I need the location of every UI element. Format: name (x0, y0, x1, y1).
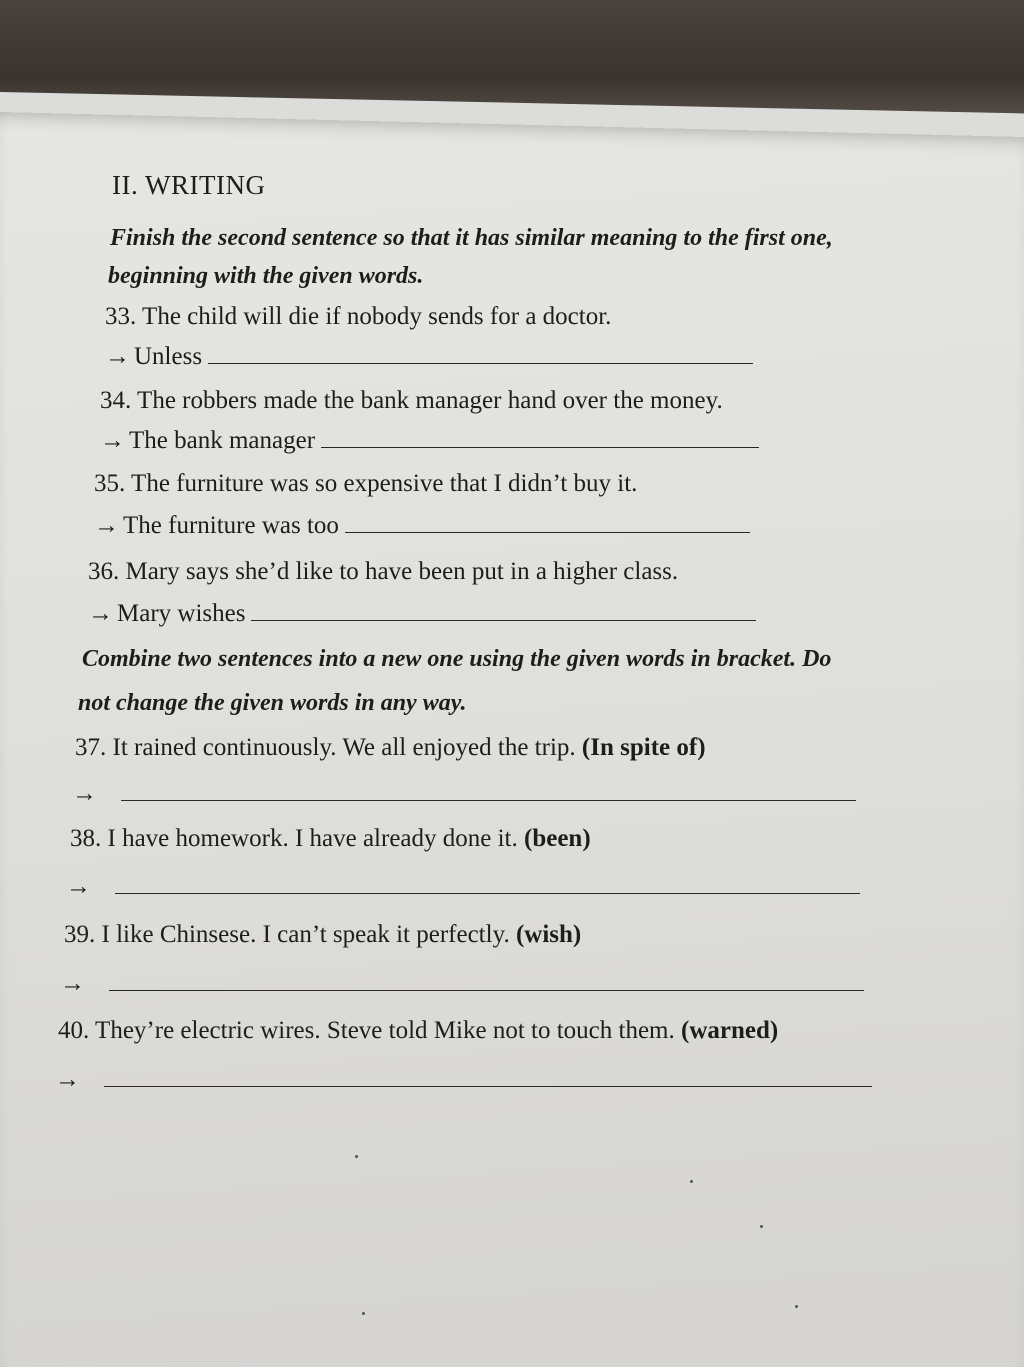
instruction-2-line-1: Combine two sentences into a new one using the given words in bracket. Do (82, 646, 832, 672)
question-37-answer-blank[interactable] (121, 780, 856, 801)
question-38-answer-blank[interactable] (115, 873, 860, 894)
arrow-icon: → (55, 1066, 80, 1093)
question-39-answer-line (60, 970, 864, 998)
question-37-prompt (75, 734, 706, 762)
question-34-answer-blank[interactable] (321, 427, 759, 448)
question-35-answer-line (94, 512, 750, 540)
arrow-icon: → (60, 970, 85, 997)
question-36-cue: Mary wishes (117, 600, 246, 627)
question-36-prompt: 36. Mary says she’d like to have been put in a higher class. (88, 558, 679, 585)
section-title: II. WRITING (112, 170, 266, 200)
instruction-1-line-1: Finish the second sentence so that it has similar meaning to the first one, (110, 225, 833, 251)
arrow-icon: → (88, 600, 113, 627)
question-38-prompt (70, 825, 591, 853)
question-38-text: 38. I have homework. I have already done it. (70, 825, 518, 852)
question-38-given-words: (been) (524, 825, 591, 852)
arrow-icon: → (66, 873, 91, 900)
question-33-answer-line (105, 343, 753, 371)
question-33-cue: Unless (134, 343, 203, 370)
paper-speck (795, 1305, 798, 1308)
paper-speck (362, 1312, 365, 1315)
question-35-prompt: 35. The furniture was so expensive that I didn’t buy it. (94, 470, 638, 497)
question-35-answer-blank[interactable] (345, 512, 750, 533)
arrow-icon: → (94, 512, 119, 539)
question-34-answer-line (100, 427, 759, 455)
question-40-answer-blank[interactable] (104, 1066, 872, 1087)
question-40-answer-line (55, 1066, 872, 1094)
question-39-prompt (64, 921, 581, 949)
question-39-given-words: (wish) (515, 921, 582, 948)
question-38-answer-line (66, 873, 860, 901)
question-37-given-words: (In spite of) (581, 734, 706, 761)
question-36-answer-blank[interactable] (251, 600, 756, 621)
paper-speck (355, 1155, 358, 1158)
question-34-prompt: 34. The robbers made the bank manager hand over the money. (100, 387, 723, 414)
question-35-cue: The furniture was too (123, 512, 339, 539)
question-40-prompt (58, 1017, 778, 1045)
question-39-answer-blank[interactable] (109, 970, 864, 991)
question-39-text: 39. I like Chinsese. I can’t speak it perfectly. (64, 921, 510, 948)
paper-speck (760, 1225, 763, 1228)
question-36-answer-line (88, 600, 756, 628)
question-37-text: 37. It rained continuously. We all enjoyed the trip. (75, 734, 576, 761)
instruction-1-line-2: beginning with the given words. (108, 263, 424, 289)
question-37-answer-line (72, 780, 856, 808)
instruction-2-line-2: not change the given words in any way. (78, 690, 467, 716)
arrow-icon: → (100, 427, 125, 454)
paper-speck (690, 1180, 693, 1183)
question-34-cue: The bank manager (129, 427, 316, 454)
question-33-prompt: 33. The child will die if nobody sends for a doctor. (105, 303, 612, 330)
question-40-text: 40. They’re electric wires. Steve told Mike not to touch them. (58, 1017, 675, 1044)
arrow-icon: → (105, 343, 130, 370)
question-40-given-words: (warned) (681, 1017, 779, 1044)
arrow-icon: → (72, 780, 97, 807)
question-33-answer-blank[interactable] (208, 343, 753, 364)
